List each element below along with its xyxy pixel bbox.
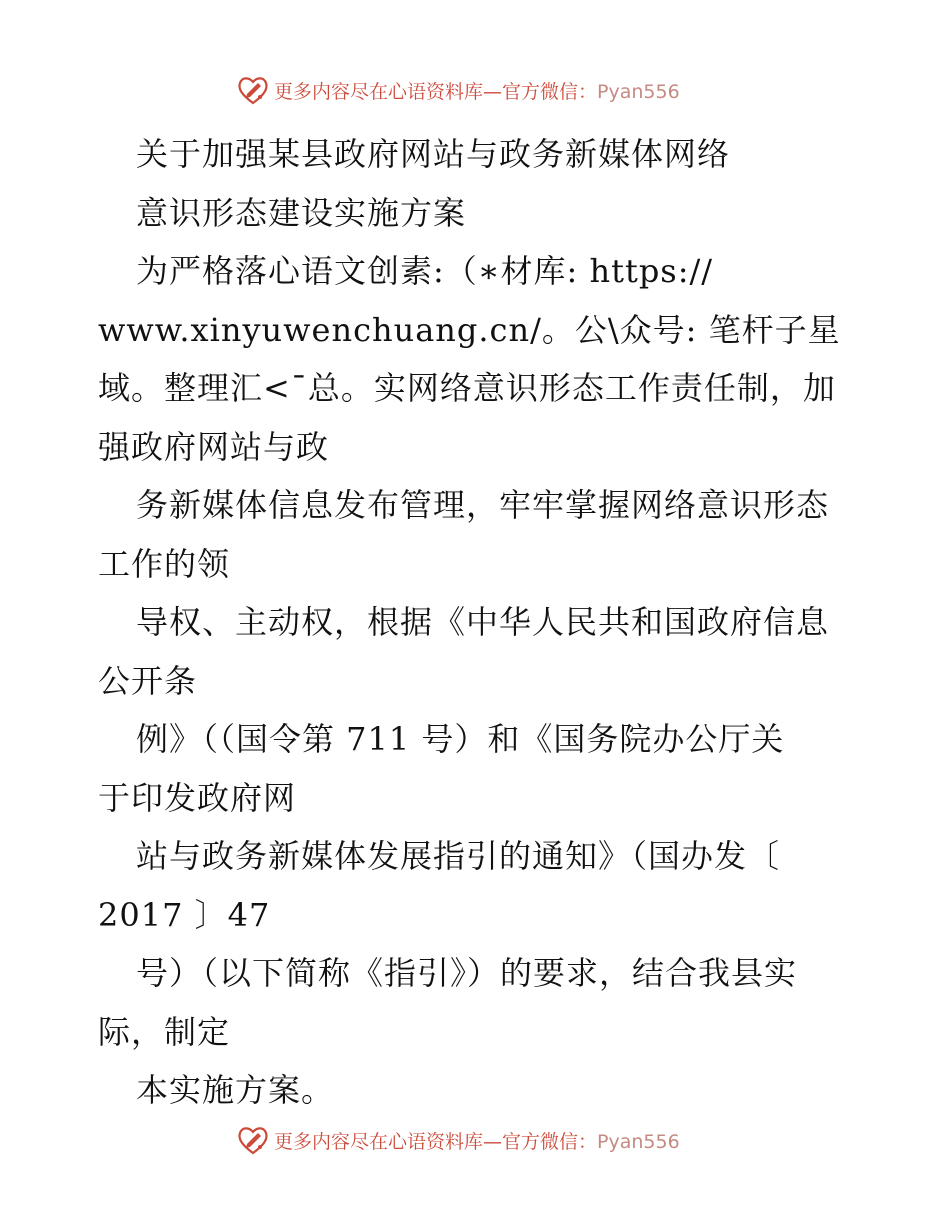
paragraph-line: www.xinyuwenchuang.cn/。公\众号: 笔杆子星 [98, 310, 841, 349]
paragraph-line: 际，制定 [98, 1012, 231, 1051]
footer-banner-text: 更多内容尽在心语资料库—官方微信：Pyan556 [274, 1130, 680, 1153]
paragraph-line: 公开条 [98, 661, 198, 700]
footer-wechat-account: Pyan556 [597, 1130, 680, 1153]
paragraph-line: 工作的领 [98, 544, 231, 583]
paragraph-line: 导权、主动权，根据《中华人民共和国政府信息 [136, 603, 830, 641]
header-wechat-account: Pyan556 [597, 80, 680, 103]
heart-pen-logo-icon [236, 1123, 270, 1157]
title-line-2: 意识形态建设实施方案 [136, 193, 467, 232]
heart-pen-logo-icon [236, 73, 270, 107]
paragraph-line: 于印发政府网 [98, 778, 297, 817]
footer-banner [236, 1123, 680, 1157]
paragraph-line: 号）（以下简称《指引》）的要求，结合我县实 [136, 954, 798, 992]
header-banner [236, 73, 680, 107]
paragraph-line: 域。整理汇<¯总。实网络意识形态工作责任制，加 [98, 369, 836, 407]
header-banner-text: 更多内容尽在心语资料库—官方微信：Pyan556 [274, 80, 680, 103]
paragraph-line: 为严格落心语文创素:（∗材库: https:// [136, 252, 714, 290]
paragraph-line: 例》（（国令第 711 号）和《国务院办公厅关 [136, 720, 785, 758]
paragraph-line: 站与政务新媒体发展指引的通知》（国办发〔 [136, 837, 781, 875]
paragraph-line: 强政府网站与政 [98, 427, 330, 466]
paragraph-line: 2017 〕47 [98, 895, 271, 934]
paragraph-line: 本实施方案。 [136, 1071, 335, 1109]
document-body [98, 125, 858, 1120]
paragraph-line: 务新媒体信息发布管理，牢牢掌握网络意识形态 [136, 486, 830, 524]
title-line-1: 关于加强某县政府网站与政务新媒体网络 [136, 135, 731, 173]
